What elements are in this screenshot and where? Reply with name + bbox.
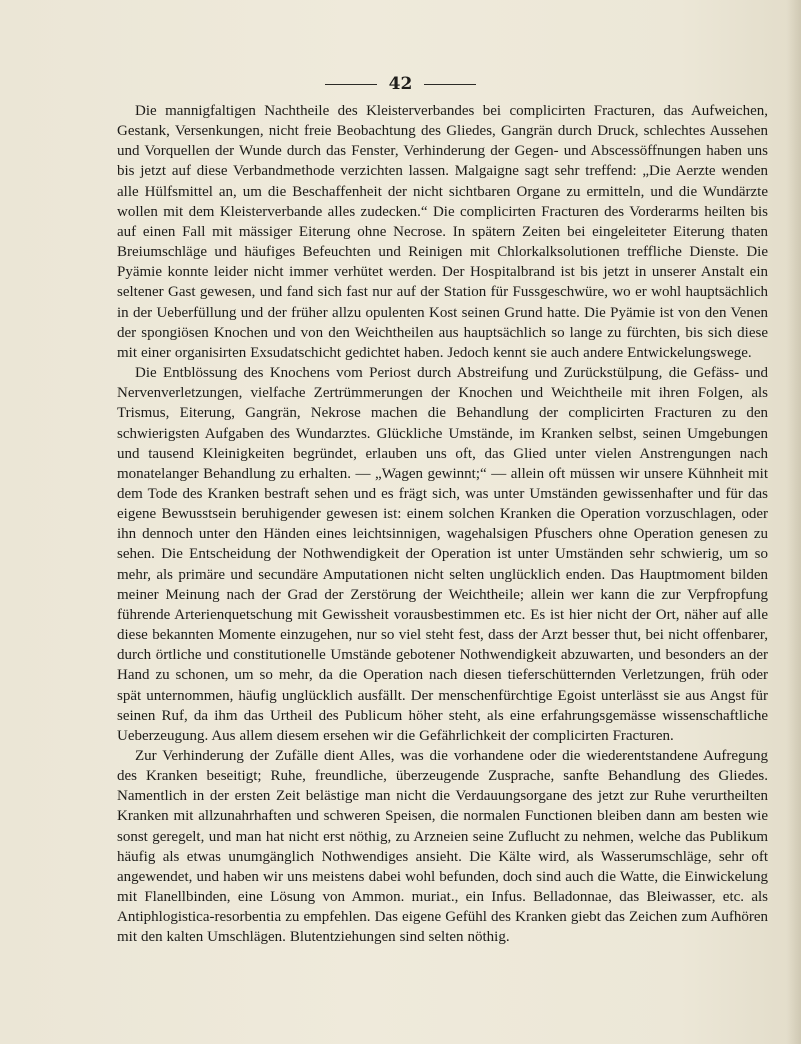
paragraph-3: Zur Verhinderung der Zufälle dient Alles, was die vorhandene oder die wiederentstandene Aufregung des Kranken beseitigt; Ruhe, freundliche, überzeugende Zusprache, sanfte Behandlung des Gliedes. Namentlich in der ersten Zeit belästige man nicht die Verdauungsorgane des jetzt zur Ruhe verurtheilten Kranken mit allzunahrhaften und schweren Speisen, die normalen Functionen bleiben dann am besten wie sonst geregelt, und man hat nicht erst nöthig, zu Arzneien seine Zuflucht zu nehmen, welche das Publikum häufig als etwas unumgänglich Nothwendiges ansieht. Die Kälte wird, als Wasserumschläge, sehr oft angewendet, und haben wir uns meistens dabei wohl befunden, doch sind auch die Watte, die Einwickelung mit Flanellbinden, eine Lösung von Ammon. muriat., ein Infus. Belladonnae, das Bleiwasser, etc. als Antiphlogistica-resorbentia zu empfehlen. Das eigene Gefühl des Kranken giebt das Zeichen zum Aufhören mit den kalten Umschlägen. Blutentziehungen sind selten nöthig. [117, 748, 768, 946]
paragraph-2: Die Entblössung des Knochens vom Periost durch Abstreifung und Zurückstülpung, die Gefäss- und Nervenverletzungen, vielfache Zertrümmerungen der Knochen und Weichtheile mit ihren Folgen, als Trismus, Eiterung, Gangrän, Nekrose machen die Behandlung der complicirten Fracturen zu den schwierigsten Aufgaben des Wundarztes. Glückliche Umstände, im Kranken selbst, seinen Umgebungen und tausend Kleinigkeiten begründet, erlauben uns oft, das Glied unter vielen Anstrengungen nach monatelanger Behandlung zu erhalten. — „Wagen gewinnt;“ — allein oft müssen wir unsere Kühnheit mit dem Tode des Kranken bestraft sehen und es frägt sich, was unter Umständen gewissenhafter und für das eigene Bewusstsein beruhigender gewesen ist: einem solchen Kranken die Operation vorzuschlagen, oder ihn dennoch unter den Händen eines leichtsinnigen, wagehalsigen Pfuschers ohne Operation genesen zu sehen. Die Entscheidung der Nothwendigkeit der Operation ist unter Umständen sehr schwierig, um so mehr, als primäre und secundäre Amputationen nicht selten unglücklich enden. Das Hauptmoment bilden meiner Meinung nach der Grad der Zerstörung der Weichtheile; allein wer kann die zur Verpfropfung führende Arterienquetschung mit Gewissheit vorausbestimmen etc. Es ist hier nicht der Ort, näher auf alle diese bekannten Momente einzugehen, nur so viel steht fest, dass der Arzt besser thut, bei nicht offenbarer, durch örtliche und constitutionelle Umstände gebotener Nothwendigkeit abzuwarten, und besonders an der Hand zu schonen, um so mehr, da die Operation nach diesen tieferschütternden Verletzungen, früh oder spät unternommen, häufig unglücklich ausfällt. Der menschenfürchtige Egoist unterlässt sie aus Angst für seinen Ruf, da ihm das Urtheil des Publicum höher steht, als eine erfahrungsgemässe wissenschaftliche Ueberzeugung. Aus allem diesem ersehen wir die Gefährlichkeit der complicirten Fracturen. [117, 365, 768, 744]
header-rule-left [325, 84, 377, 85]
page-edge-shadow [787, 0, 801, 1044]
page-number: 42 [388, 74, 413, 94]
header-rule-right [424, 84, 476, 85]
paragraph-1: Die mannigfaltigen Nachtheile des Kleisterverbandes bei complicirten Fracturen, das Aufweichen, Gestank, Versenkungen, nicht freie Beobachtung des Gliedes, Gangrän durch Druck, schlechtes Aussehen und Vorquellen der Wunde durch das Fenster, Verhinderung der Gegen- und Abscessöffnungen haben uns bis jetzt auf diese Verbandmethode verzichten lassen. Malgaigne sagt sehr treffend: „Die Aerzte wenden alle Hülfsmittel an, um die Beschaffenheit der nicht sichtbaren Organe zu ermitteln, und die Wundärzte wollen mit dem Kleisterverbande alles zudecken.“ Die complicirten Fracturen des Vorderarms heilten bis auf einen Fall mit mässiger Eiterung ohne Necrose. In spätern Zeiten bei eingeleiteter Eiterung thaten Breiumschläge und häufiges Befeuchten und Reinigen mit Chlorkalksolutionen treffliche Dienste. Die Pyämie konnte leider nicht immer verhütet werden. Der Hospitalbrand ist bis jetzt in unserer Anstalt ein seltener Gast gewesen, und fand sich fast nur auf der Station für Fussgeschwüre, wo er wohl hauptsächlich in der Ueberfüllung und der früher allzu opulenten Kost seinen Grund hatte. Die Pyämie ist von den Venen der spongiösen Knochen und von den Weichtheilen aus hauptsächlich so lange zu fürchten, bis sich diese mit einer organisirten Exsudatschicht gedichtet haben. Jedoch kennt sie auch andere Entwickelungswege. [117, 103, 768, 361]
body-text [117, 101, 768, 948]
page-header [0, 74, 801, 96]
